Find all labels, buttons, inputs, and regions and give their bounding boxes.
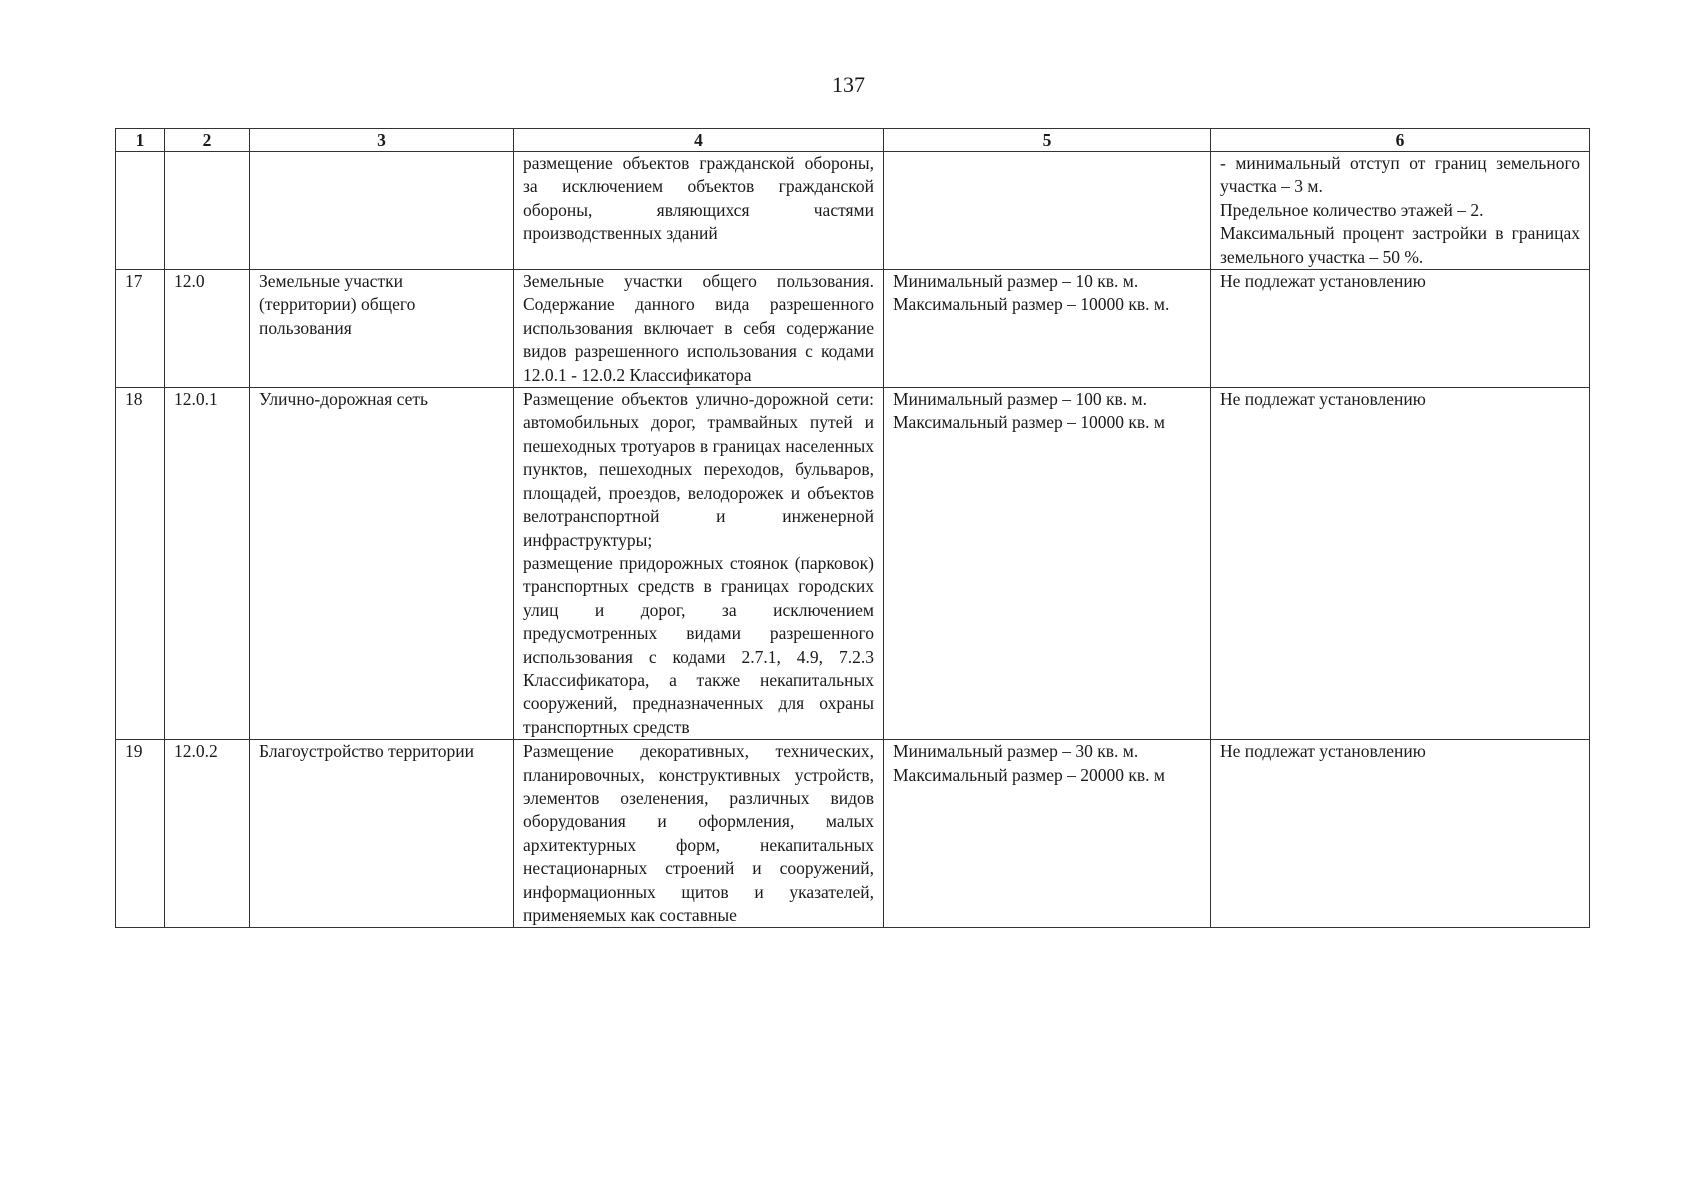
code-cell: 12.0.1 xyxy=(165,388,250,740)
parameters-cell xyxy=(1211,388,1590,740)
page-number: 137 xyxy=(832,72,865,97)
column-header-3: 3 xyxy=(250,129,514,152)
column-header-1: 1 xyxy=(116,129,165,152)
row-number-cell: 17 xyxy=(116,270,165,388)
row-number-cell: 18 xyxy=(116,388,165,740)
description-cell xyxy=(514,270,884,388)
use-name-cell: Земельные участки (территории) общего пользования xyxy=(250,270,514,388)
parameter-line: Максимальный процент застройки в границах земельного участка – 50 %. xyxy=(1220,223,1580,267)
plot-size-cell xyxy=(884,388,1211,740)
column-header-6: 6 xyxy=(1211,129,1590,152)
parameters-cell xyxy=(1211,270,1590,388)
plot-size-line: Минимальный размер – 30 кв. м. xyxy=(893,741,1139,762)
parameter-line: Не подлежат установлению xyxy=(1220,271,1426,292)
table-row xyxy=(116,740,1590,928)
row-number-cell xyxy=(116,152,165,270)
code-cell: 12.0 xyxy=(165,270,250,388)
plot-size-line: Максимальный размер – 10000 кв. м. xyxy=(893,294,1170,315)
parameters-cell xyxy=(1211,152,1590,270)
parameter-line: Не подлежат установлению xyxy=(1220,741,1426,762)
description-cell xyxy=(514,388,884,740)
parameters-cell xyxy=(1211,740,1590,928)
use-name-cell: Улично-дорожная сеть xyxy=(250,388,514,740)
table-row xyxy=(116,388,1590,740)
parameter-line: Предельное количество этажей – 2. xyxy=(1220,199,1484,220)
code-cell: 12.0.2 xyxy=(165,740,250,928)
plot-size-line: Максимальный размер – 20000 кв. м xyxy=(893,764,1165,785)
plot-size-cell xyxy=(884,740,1211,928)
use-name-cell xyxy=(250,152,514,270)
table-row xyxy=(116,270,1590,388)
plot-size-cell xyxy=(884,270,1211,388)
plot-size-line: Минимальный размер – 10 кв. м. xyxy=(893,271,1139,292)
parameter-line: Не подлежат установлению xyxy=(1220,389,1426,410)
row-number-cell: 19 xyxy=(116,740,165,928)
column-header-2: 2 xyxy=(165,129,250,152)
description-paragraph: размещение объектов гражданской обороны, за исключением объектов гражданской обороны, являющихся частями производственных зданий xyxy=(523,153,874,244)
use-name-cell: Благоустройство территории xyxy=(250,740,514,928)
description-paragraph: размещение придорожных стоянок (парковок) транспортных средств в границах городских улиц и дорог, за исключением предусмотренных видами разрешенного использования с кодами 2.7.1, 4.9, 7.2.3 Классификатора, а также некапитальных сооружений, предназначенных для охраны транспортных средств xyxy=(523,552,874,737)
permitted-use-table xyxy=(115,128,1590,928)
description-paragraph: Размещение объектов улично-дорожной сети: автомобильных дорог, трамвайных путей и пешеходных тротуаров в границах населенных пунктов, пешеходных переходов, бульваров, площадей, проездов, велодорожек и объектов велотранспортной и инженерной инфраструктуры; xyxy=(523,389,874,550)
description-paragraph: Земельные участки общего пользования. Содержание данного вида разрешенного использования включает в себя содержание видов разрешенного использования с кодами 12.0.1 - 12.0.2 Классификатора xyxy=(523,271,874,385)
column-header-5: 5 xyxy=(884,129,1211,152)
description-cell xyxy=(514,152,884,270)
parameter-line: - минимальный отступ от границ земельного участка – 3 м. xyxy=(1220,153,1580,197)
plot-size-line: Максимальный размер – 10000 кв. м xyxy=(893,412,1165,433)
column-header-4: 4 xyxy=(514,129,884,152)
plot-size-line: Минимальный размер – 100 кв. м. xyxy=(893,389,1147,410)
code-cell xyxy=(165,152,250,270)
plot-size-cell xyxy=(884,152,1211,270)
description-paragraph: Размещение декоративных, технических, планировочных, конструктивных устройств, элементов озеленения, различных видов оборудования и оформления, малых архитектурных форм, некапитальных нестационарных строений и сооружений, информационных щитов и указателей, применяемых как составные xyxy=(523,741,874,925)
table-row xyxy=(116,152,1590,270)
table-header-row xyxy=(116,129,1590,152)
description-cell xyxy=(514,740,884,928)
